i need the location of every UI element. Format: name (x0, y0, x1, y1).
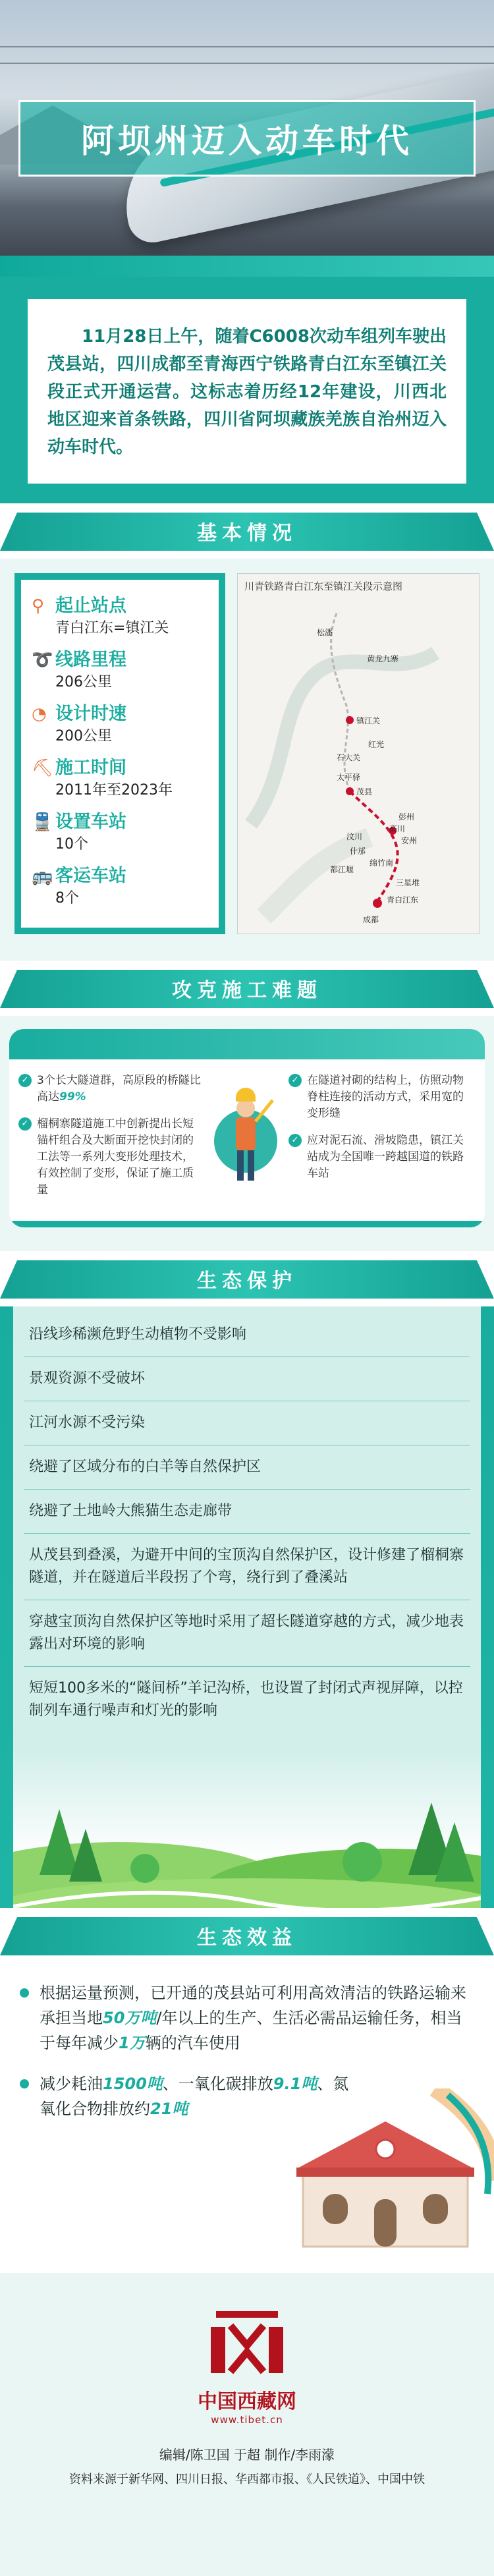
benefit-section (0, 1963, 494, 2273)
planned-line (331, 613, 350, 791)
hero-banner (0, 0, 494, 277)
intro-box (28, 299, 466, 484)
hero-band (0, 256, 494, 277)
map-label: 松潘 (317, 628, 333, 637)
station-marker (346, 787, 354, 795)
highlight-number: 50万吨 (103, 2009, 157, 2027)
map-label: 三星堆 (396, 878, 420, 887)
highlight-number: 21吨 (150, 2100, 188, 2118)
benefit-paragraph-2: 减少耗油1500吨、一氧化碳排放9.1吨、氮氧化合物排放约21吨 (20, 2071, 474, 2121)
item-text: 3个长大隧道群，高原段的桥隧比高达 (37, 1074, 201, 1104)
source-line: 资料来源于新华网、四川日报、华西都市报、《人民铁道》、中国中铁 (69, 2473, 425, 2486)
section-heading-basic (0, 503, 494, 559)
location-pin-icon: ⚲ (32, 596, 45, 616)
title-box (18, 100, 476, 177)
fact-mileage (32, 648, 208, 672)
map-label: 黄龙九寨 (367, 654, 399, 663)
map-label: 成都 (363, 915, 379, 924)
route-icon: ➰ (32, 650, 53, 670)
fact-value: 青白江东=镇江关 (55, 620, 169, 636)
section-heading-benefit (0, 1908, 494, 1963)
map-label: 石大关 (337, 753, 361, 762)
map-label: 安州 (401, 836, 418, 845)
eco-list (13, 1306, 481, 1750)
list-item (288, 1073, 473, 1122)
list-item: 穿越宝顶沟自然保护区等地时采用了超长隧道穿越的方式，减少地表露出对环境的影响 (24, 1600, 470, 1667)
highlight-number: 1万 (119, 2034, 146, 2052)
check-icon: ✓ (18, 1117, 32, 1131)
fact-endpoints (32, 594, 208, 618)
map-label: 太平驿 (337, 773, 361, 782)
power-line (0, 63, 494, 64)
check-icon: ✓ (18, 1074, 32, 1087)
map-label: 镇江关 (356, 716, 381, 725)
construction-crane-icon: ⛏ (32, 758, 54, 778)
fact-speed (32, 702, 208, 726)
fact-value: 10个 (55, 836, 88, 853)
passenger-bus-icon: 🚌 (32, 866, 53, 886)
landscape-illustration (13, 1750, 481, 1908)
item-text: 在隧道衬砌的结构上，仿照动物脊柱连接的活动方式，采用宽的变形缝 (307, 1074, 464, 1120)
map-title: 川青铁路青白江东至镇江关段示意图 (244, 580, 403, 592)
speedometer-icon: ◔ (32, 704, 47, 724)
difficulty-left-column (18, 1073, 203, 1209)
section-title: 生态保护 (197, 1270, 297, 1293)
site-name: 中国西藏网 (198, 2390, 296, 2413)
intro-text: 11月28日上午，随着C6008次动车组列车驶出茂县站，四川成都至青海西宁铁路青白江东至镇江关段正式开通运营。这标志着历经12年建设，川西北地区迎来首条铁路，四川省阿坝藏族羌族自治州迈入动车时代。 (47, 327, 447, 457)
highlight-number: 1500吨 (103, 2075, 163, 2093)
map-label: 红光 (368, 740, 385, 749)
power-line (0, 46, 494, 47)
train-station-icon: 🚆 (32, 812, 53, 832)
list-item (18, 1073, 203, 1106)
credit-line: 编辑/陈卫国 于超 制作/李雨濛 (159, 2447, 335, 2463)
tibet-cn-logo (204, 2306, 290, 2378)
map-label: 高川 (389, 824, 406, 833)
map-label: 都江堰 (330, 865, 354, 874)
intro-section (0, 277, 494, 503)
list-item (18, 1116, 203, 1198)
map-label: 彭州 (398, 812, 415, 822)
list-item: 沿线珍稀濒危野生动植物不受影响 (24, 1313, 470, 1357)
map-label: 青白江东 (387, 895, 419, 905)
station-marker (346, 716, 354, 724)
difficulty-right-column (288, 1073, 473, 1209)
fact-label: 起止站点 (55, 596, 126, 616)
fact-value: 8个 (55, 890, 79, 907)
fact-period (32, 756, 208, 780)
map-label: 什邡 (350, 847, 366, 856)
footer (0, 2273, 494, 2576)
benefit-paragraph-1: 根据运量预测，已开通的茂县站可利用高效清洁的铁路运输来承担当地50万吨/年以上的生产、生活必需品运输任务，相当于每年减少1万辆的汽车使用 (20, 1980, 474, 2056)
difficulty-card (9, 1029, 485, 1227)
section-title: 攻克施工难题 (172, 979, 322, 1002)
list-item: 从茂县到叠溪，为避开中间的宝顶沟自然保护区，设计修建了榴桐寨隧道，并在隧道后半段拐了个弯，绕行到了叠溪站 (24, 1534, 470, 1600)
check-icon: ✓ (288, 1074, 302, 1087)
worker-illustration (203, 1073, 288, 1209)
item-text: 榴桐寨隧道施工中创新提出长短锚杆组合及大断面开挖快封闭的工法等一系列大变形处理技术，有效控制了变形，保证了施工质量 (37, 1117, 194, 1196)
station-marker (373, 899, 382, 908)
station-building-illustration (296, 2088, 494, 2260)
check-icon: ✓ (288, 1134, 302, 1147)
section-title: 生态效益 (197, 1926, 297, 1949)
facts-panel (14, 573, 225, 934)
fact-label: 设计时速 (55, 704, 126, 724)
list-item (288, 1133, 473, 1182)
fact-label: 施工时间 (55, 758, 126, 778)
item-text: 应对泥石流、滑坡隐患，镇江关站成为全国唯一跨越国道的铁路车站 (307, 1134, 464, 1180)
list-item: 景观资源不受破坏 (24, 1357, 470, 1401)
fact-value: 2011年至2023年 (55, 782, 173, 798)
page-title: 阿坝州迈入动车时代 (81, 122, 413, 160)
map-label: 茂县 (356, 787, 373, 797)
fact-label: 线路里程 (55, 650, 126, 670)
fact-label: 客运车站 (55, 866, 126, 886)
section-heading-difficulty (0, 961, 494, 1016)
map-label: 汶川 (346, 832, 363, 841)
site-url: www.tibet.cn (211, 2414, 283, 2426)
difficulty-section (0, 1016, 494, 1251)
railway-map (237, 573, 480, 934)
section-heading-eco (0, 1251, 494, 1306)
list-item: 绕避了土地岭大熊猫生态走廊带 (24, 1490, 470, 1534)
list-item: 绕避了区域分布的白羊等自然保护区 (24, 1445, 470, 1490)
fact-stations (32, 810, 208, 834)
fact-value: 206公里 (55, 674, 112, 690)
highlight-number: 9.1吨 (273, 2075, 317, 2093)
highlight-number: 99% (59, 1090, 86, 1104)
fact-passenger-stations (32, 864, 208, 888)
basic-section (0, 559, 494, 961)
eco-section (0, 1306, 494, 1908)
fact-value: 200公里 (55, 728, 112, 744)
list-item: 短短100多米的“隧间桥”羊记沟桥，也设置了封闭式声视屏障，以控制列车通行噪声和灯光的影响 (29, 1680, 463, 1719)
list-item: 江河水源不受污染 (24, 1401, 470, 1445)
map-label: 绵竹南 (370, 858, 394, 868)
section-title: 基本情况 (197, 522, 297, 545)
fact-label: 设置车站 (55, 812, 126, 832)
